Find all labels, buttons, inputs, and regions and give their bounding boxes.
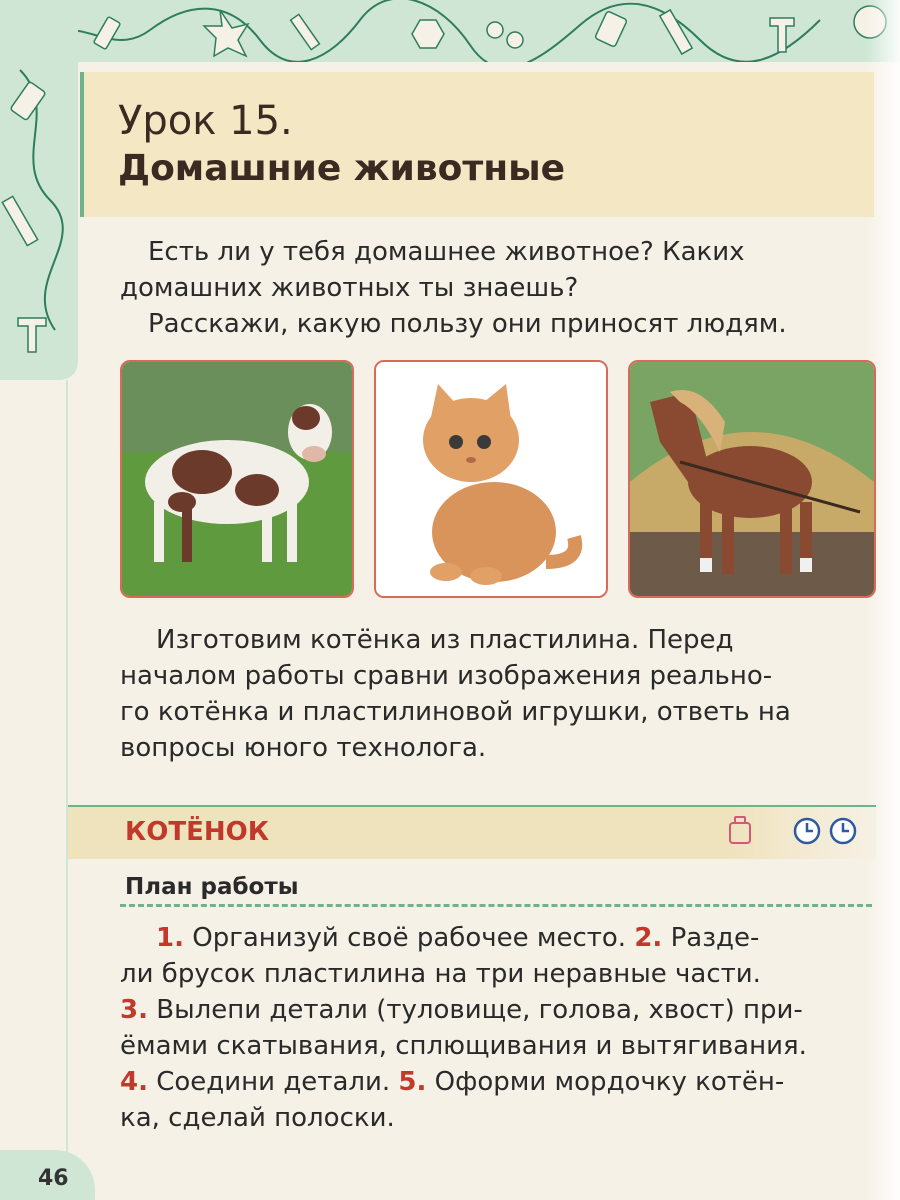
step-number: 5. <box>398 1067 427 1097</box>
intro-line: домашних животных ты знаешь? <box>120 273 579 303</box>
lesson-title-block <box>80 72 874 217</box>
plan-heading: План работы <box>125 874 299 900</box>
task-line: го котёнка и пластилиновой игрушки, ответь на <box>120 697 791 727</box>
lesson-number: Урок 15. <box>118 98 293 144</box>
task-line: началом работы сравни изображения реально- <box>120 661 773 691</box>
top-decor-band <box>0 0 900 62</box>
step-number: 4. <box>120 1067 148 1097</box>
page-number: 46 <box>38 1166 69 1191</box>
step-line <box>120 956 872 992</box>
cow-photo <box>120 360 354 598</box>
step-text: Соедини детали. <box>147 1067 399 1097</box>
step-number: 3. <box>120 995 148 1025</box>
clock-icon <box>792 816 822 846</box>
step-text: Вылепи детали (туловище, голова, хвост) при- <box>147 995 803 1025</box>
step-text: ёмами скатывания, сплющивания и вытягивания. <box>120 1031 807 1061</box>
clock-icon <box>828 816 858 846</box>
task-line: Изготовим котёнка из пластилина. Перед <box>156 625 734 655</box>
step-text: ли брусок пластилина на три неравные части. <box>120 959 761 989</box>
horse-photo <box>628 360 876 598</box>
weight-icon <box>728 815 752 845</box>
intro-line: Расскажи, какую пользу они приносят людям. <box>148 309 787 339</box>
task-paragraph <box>120 622 872 766</box>
step-text: Организуй своё рабочее место. <box>183 923 635 953</box>
left-decor-band <box>0 0 78 380</box>
tools-pattern-icon <box>0 0 900 62</box>
step-number: 2. <box>634 923 663 953</box>
step-line <box>120 992 872 1028</box>
step-text: ка, сделай полоски. <box>120 1103 395 1133</box>
craft-title: КОТЁНОК <box>125 817 269 847</box>
step-line <box>120 1100 872 1136</box>
step-line <box>120 1028 872 1064</box>
plan-divider <box>120 904 872 907</box>
lesson-title: Домашние животные <box>118 148 566 189</box>
tools-side-icon <box>0 0 78 380</box>
step-line <box>120 1064 872 1100</box>
step-line <box>120 920 872 956</box>
margin-rule <box>66 380 68 1200</box>
step-number: 1. <box>156 923 184 953</box>
kitten-photo <box>374 360 608 598</box>
intro-line: Есть ли у тебя домашнее животное? Каких <box>148 237 745 267</box>
plan-steps <box>120 920 872 1136</box>
step-text: Разде- <box>662 923 760 953</box>
step-text: Оформи мордочку котён- <box>426 1067 785 1097</box>
task-line: вопросы юного технолога. <box>120 733 487 763</box>
intro-paragraph <box>120 234 872 342</box>
